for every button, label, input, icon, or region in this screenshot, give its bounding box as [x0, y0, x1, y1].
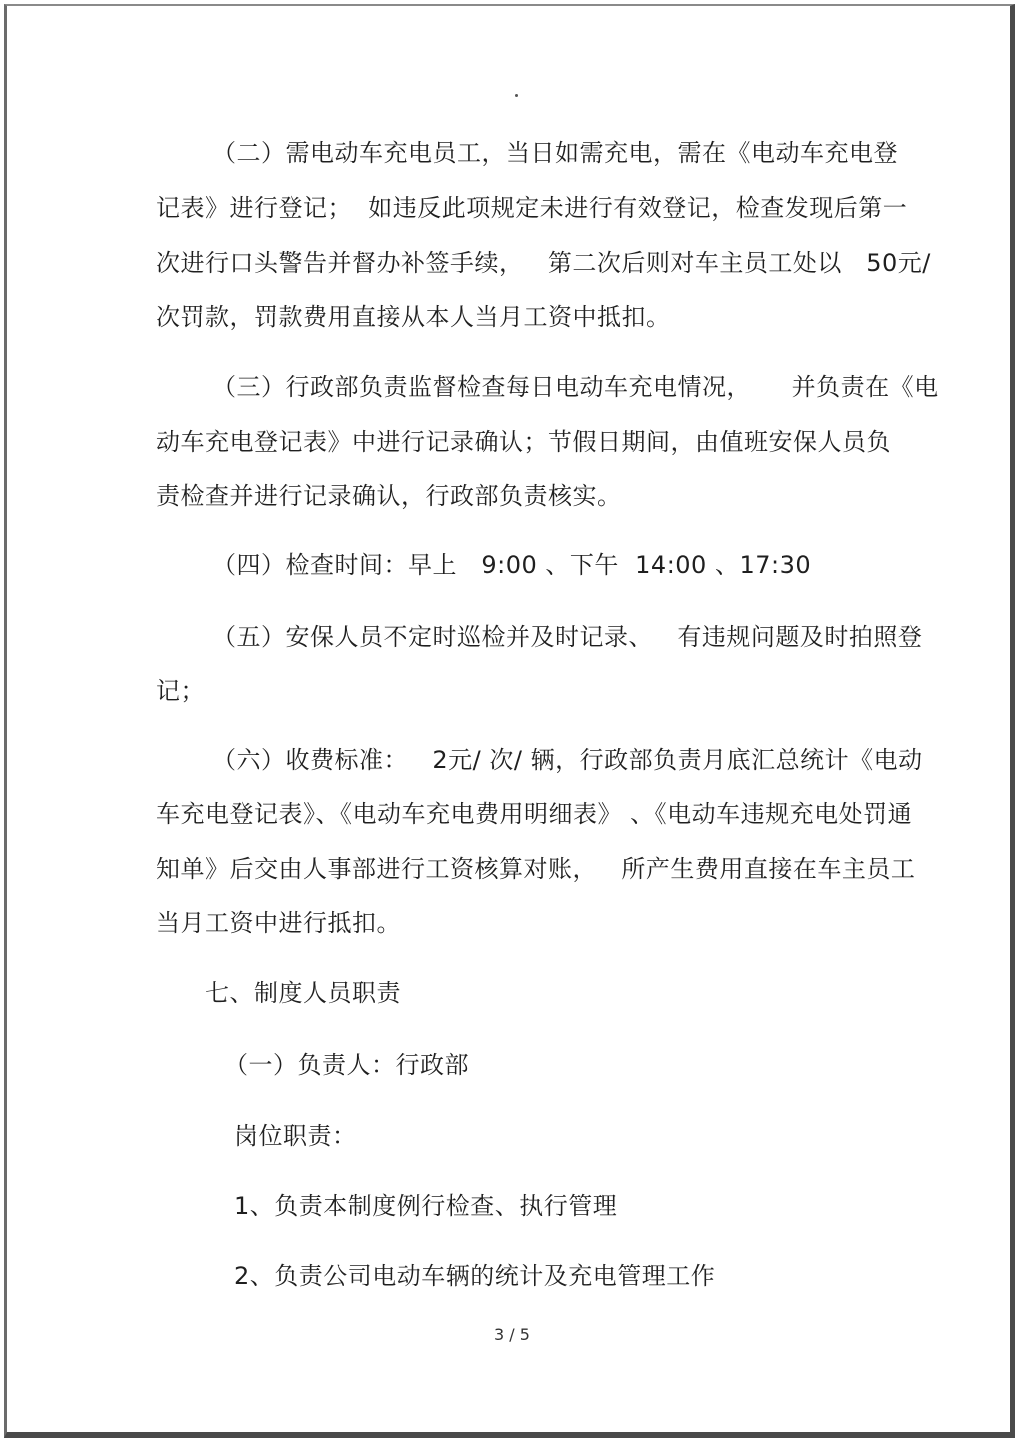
paragraph-3-line-2: 动车充电登记表》中进行记录确认；节假日期间，由值班安保人员负 [156, 428, 891, 456]
paragraph-6-line-1: （六）收费标准： 2元/ 次/ 辆，行政部负责月底汇总统计《电动 [212, 746, 923, 774]
paragraph-5-line-2: 记； [156, 677, 205, 705]
section-7-duty-1: 1、负责本制度例行检查、执行管理 [234, 1192, 618, 1220]
section-7-duties-label: 岗位职责： [234, 1122, 357, 1150]
paragraph-2-line-1: （二）需电动车充电员工，当日如需充电，需在《电动车充电登 [212, 139, 898, 167]
paragraph-6-line-3: 知单》后交由人事部进行工资核算对账， 所产生费用直接在车主员工 [156, 855, 916, 883]
paragraph-3-line-3: 责检查并进行记录确认，行政部负责核实。 [156, 482, 622, 510]
section-7-duty-2: 2、负责公司电动车辆的统计及充电管理工作 [234, 1262, 716, 1290]
section-7-responsible: （一）负责人：行政部 [224, 1051, 469, 1079]
paragraph-6-line-2: 车充电登记表》、《电动车充电费用明细表》 、《电动车违规充电处罚通 [156, 800, 913, 828]
page-number: 3 / 5 [494, 1325, 530, 1344]
paragraph-2-line-3: 次进行口头警告并督办补签手续， 第二次后则对车主员工处以 50元/ [156, 249, 931, 277]
section-7-heading: 七、制度人员职责 [205, 979, 401, 1007]
paragraph-3-line-1: （三）行政部负责监督检查每日电动车充电情况， 并负责在《电 [212, 373, 939, 401]
paragraph-4-line-1: （四）检查时间：早上 9:00 、下午 14:00 、17:30 [212, 551, 812, 579]
paragraph-2-line-4: 次罚款，罚款费用直接从本人当月工资中抵扣。 [156, 303, 671, 331]
paragraph-2-line-2: 记表》进行登记； 如违反此项规定未进行有效登记，检查发现后第一 [156, 194, 908, 222]
page-mark-dot [515, 94, 518, 97]
paragraph-6-line-4: 当月工资中进行抵扣。 [156, 909, 401, 937]
paragraph-5-line-1: （五）安保人员不定时巡检并及时记录、 有违规问题及时拍照登 [212, 623, 923, 651]
